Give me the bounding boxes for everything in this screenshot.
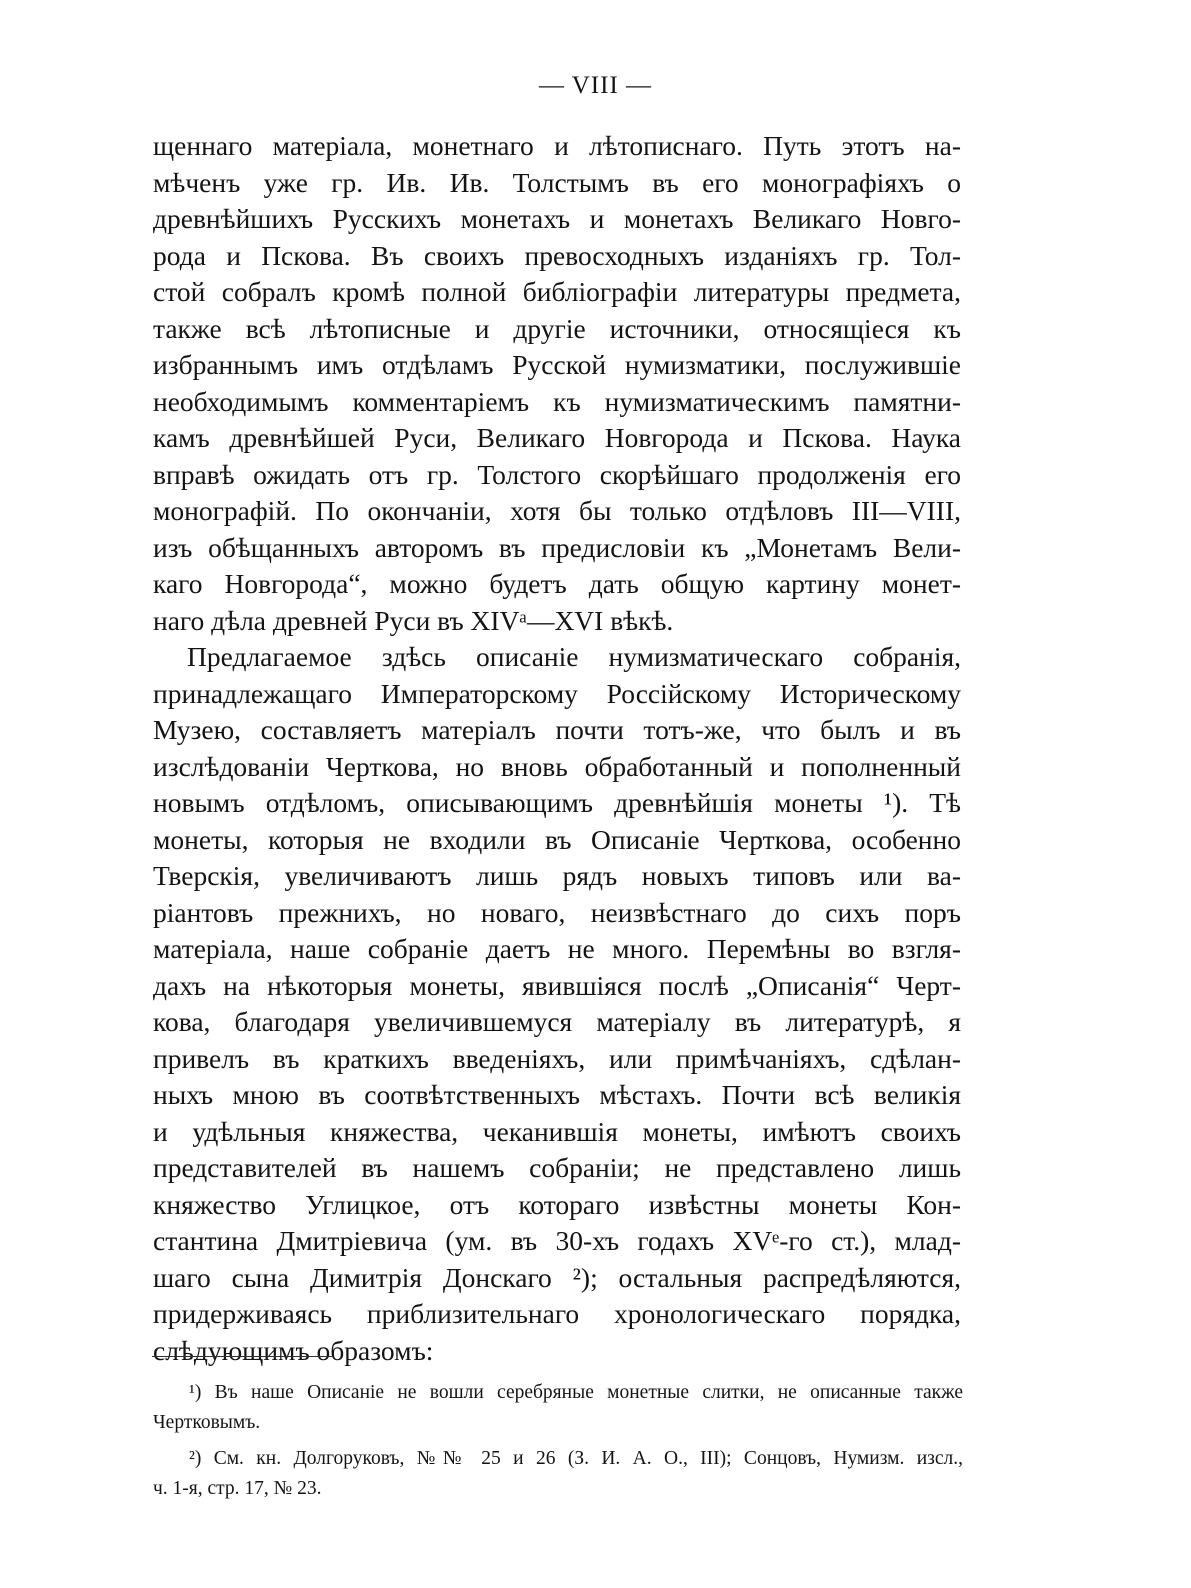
footnote-1: ¹) Въ наше Описаніе не вошли серебряные монетные слитки, не описанные также [189,1382,963,1403]
text-line: изъ обѣщанныхъ авторомъ въ предисловіи къ „Монетамъ Вели- [153,531,961,563]
footnotes [153,1378,963,1504]
text-line: кова, благодаря увеличившемуся матеріалу въ литературѣ, я [153,1006,961,1037]
footnote-2-continuation: ч. 1-я, стр. 17, № 23. [153,1478,322,1499]
text-line: представителей въ нашемъ собраніи; не представлено лишь [153,1152,961,1183]
text-line: рода и Пскова. Въ своихъ превосходныхъ изданіяхъ гр. Тол- [153,239,961,271]
text-line: древнѣйшихъ Русскихъ монетахъ и монетахъ Великаго Новго- [153,203,961,234]
paragraph-first-line: Предлагаемое здѣсь описаніе нумизматическаго собранія, [187,641,961,672]
text-line: принадлежащаго Императорскому Россійскому Историческому [153,677,961,709]
text-line: изслѣдованіи Черткова, но вновь обработанный и пополненный [153,750,961,782]
footnote-1-continuation: Чертковымъ. [153,1412,261,1433]
text-line: слѣдующимъ образомъ: [153,1334,434,1366]
text-line: каго Новгорода“, можно будетъ дать общую картину монет- [153,568,961,599]
text-line: избраннымъ имъ отдѣламъ Русской нумизматики, послужившіе [153,349,961,380]
text-line: новымъ отдѣломъ, описывающимъ древнѣйшія монеты ¹). Тѣ [153,787,961,818]
text-line: также всѣ лѣтописные и другіе источники, относящіеся къ [153,312,961,344]
text-line: Тверскія, увеличиваютъ лишь рядъ новыхъ типовъ или ва- [153,860,961,891]
text-line: матеріала, наше собраніе даетъ не много. Перемѣны во взгля- [153,933,961,964]
text-line: щеннаго матеріала, монетнаго и лѣтописнаго. Путь этотъ на- [153,130,961,161]
text-line: придерживаясь приблизительнаго хронологическаго порядка, [153,1298,961,1329]
text-line: и удѣльныя княжества, чеканившія монеты, имѣютъ своихъ [153,1115,961,1147]
text-line: стой собралъ кромѣ полной библіографіи литературы предмета, [153,276,961,307]
body-text [153,128,961,1369]
text-line: камъ древнѣйшей Руси, Великаго Новгорода и Пскова. Наука [153,422,961,453]
page-number: — VIII — [538,72,653,99]
text-line: дахъ на нѣкоторыя монеты, явившіяся послѣ „Описанія“ Черт- [153,969,961,1001]
text-line: необходимымъ комментаріемъ къ нумизматическимъ памятни- [153,385,961,417]
footnote-separator [152,1356,334,1357]
text-line: наго дѣла древней Руси въ XIVᵃ—XVI вѣкѣ. [153,604,674,636]
text-line: княжество Углицкое, отъ котораго извѣстны монеты Кон- [153,1188,961,1220]
text-line: Музею, составляетъ матеріалъ почти тотъ-же, что былъ и въ [153,714,961,745]
text-line: шаго сына Димитрія Донскаго ²); остальныя распредѣляются, [153,1261,961,1293]
text-line: стантина Дмитріевича (ум. въ 30-хъ годахъ XVᵉ-го ст.), млад- [153,1225,961,1256]
text-line: вправѣ ожидать отъ гр. Толстого скорѣйшаго продолженія его [153,458,961,490]
text-line: привелъ въ краткихъ введеніяхъ, или примѣчаніяхъ, сдѣлан- [153,1042,961,1074]
text-line: мѣченъ уже гр. Ив. Ив. Толстымъ въ его монографіяхъ о [153,166,961,198]
footnote-2: ²) См. кн. Долгоруковъ, №№ 25 и 26 (З. И. А. О., III); Сонцовъ, Нумизм. изсл., [189,1448,963,1469]
text-line: монографій. По окончаніи, хотя бы только отдѣловъ III—VIII, [153,495,961,526]
text-line: ныхъ мною въ соотвѣтственныхъ мѣстахъ. Почти всѣ великія [153,1079,961,1110]
text-line: монеты, которыя не входили въ Описаніе Черткова, особенно [153,823,961,855]
text-line: ріантовъ прежнихъ, но новаго, неизвѣстнаго до сихъ поръ [153,896,961,928]
